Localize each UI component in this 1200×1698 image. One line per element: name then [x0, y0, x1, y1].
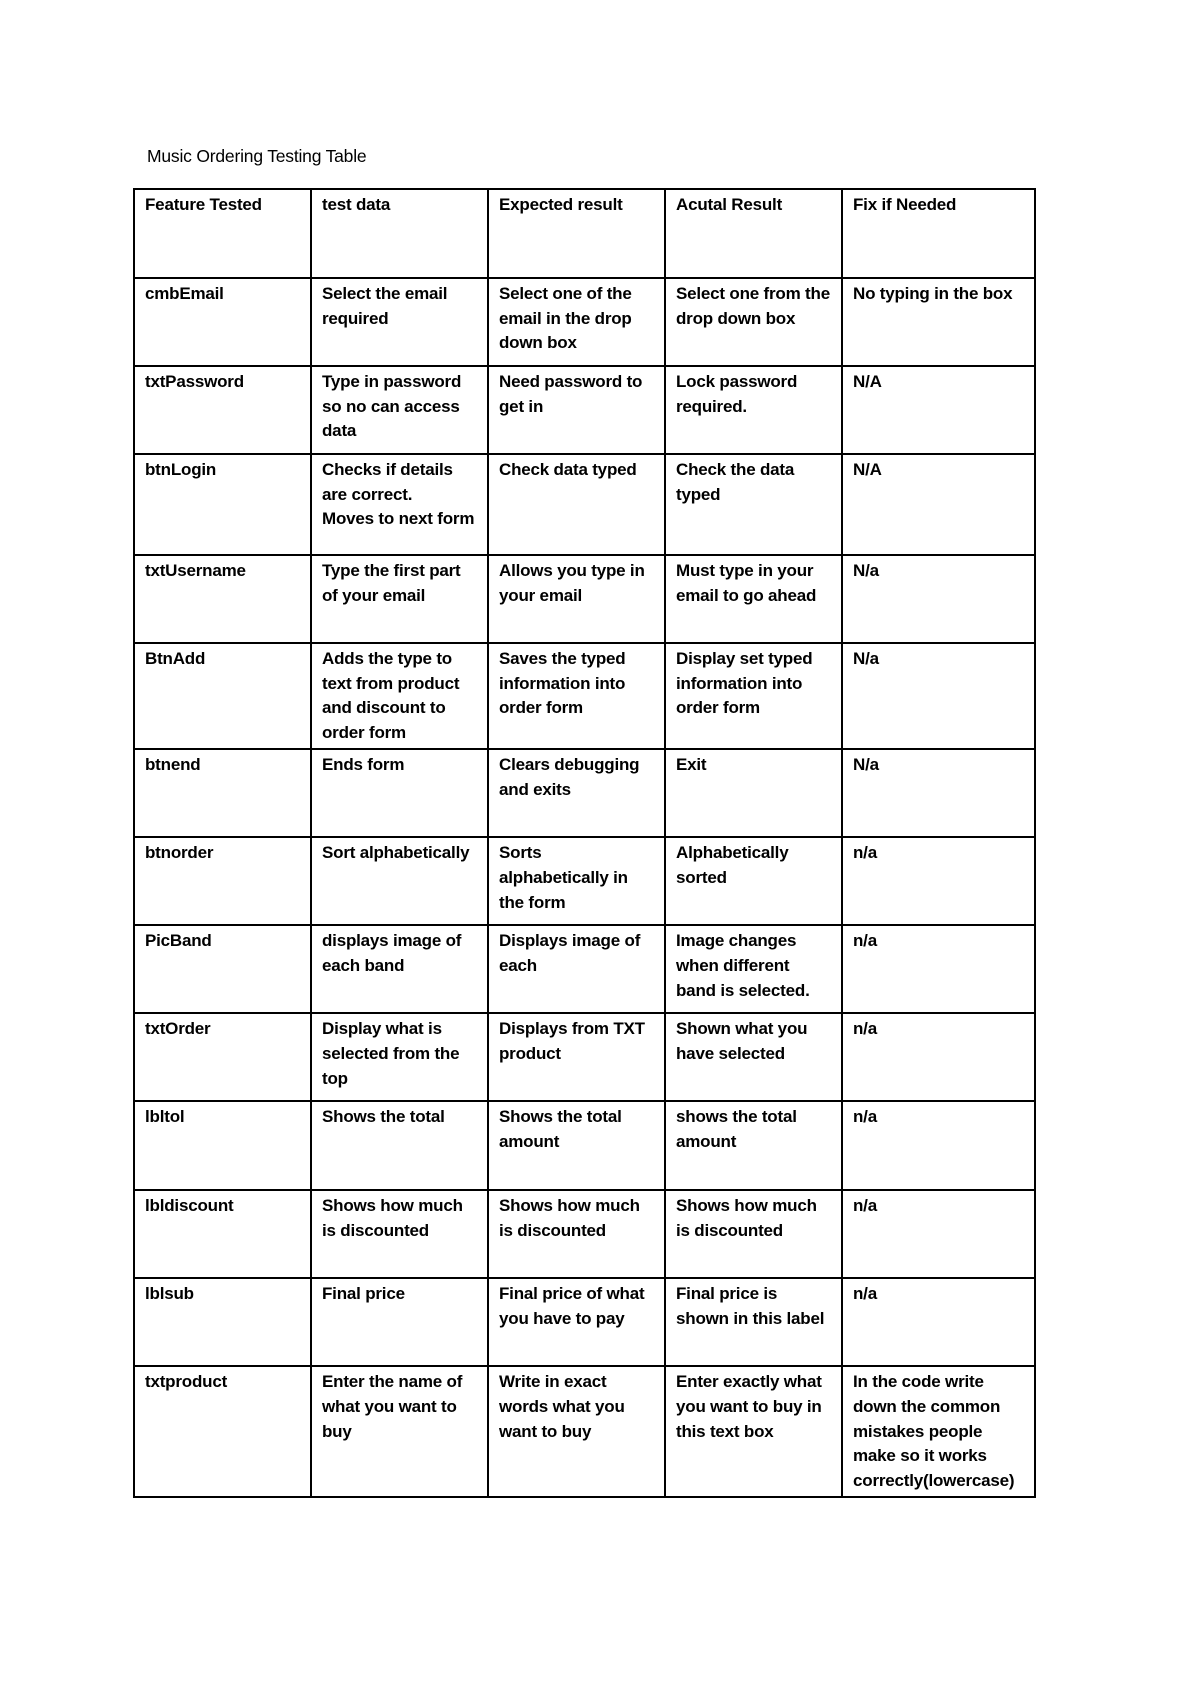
cell-text: txtOrder [145, 1019, 211, 1039]
cell-text: Display set typed information into order form [676, 649, 813, 718]
cell-text: btnend [145, 755, 201, 775]
table-cell-test-data [311, 749, 488, 837]
cell-text: N/A [853, 372, 882, 391]
cell-text: No typing in the box [853, 284, 1013, 303]
cell-text: Final price is shown in this label [676, 1284, 825, 1328]
cell-text: displays image of each band [322, 931, 462, 975]
table-row [134, 643, 1035, 749]
table-cell-expected-result [488, 1013, 665, 1101]
cell-text: Enter exactly what you want to buy in this text box [676, 1372, 822, 1441]
table-cell-actual-result [665, 454, 842, 555]
table-cell-fix-if-needed [842, 278, 1035, 366]
cell-text: Check data typed [499, 460, 637, 479]
cell-text: n/a [853, 1107, 877, 1127]
table-cell-feature-tested [134, 925, 311, 1013]
cell-text: Shows the total [322, 1107, 445, 1127]
cell-text: lbltol [145, 1107, 185, 1127]
table-cell-test-data [311, 1366, 488, 1497]
table-cell-fix-if-needed [842, 1278, 1035, 1366]
cell-text: lbldiscount [145, 1196, 234, 1216]
table-row [134, 1013, 1035, 1101]
table-cell-actual-result [665, 1366, 842, 1497]
table-cell-feature-tested [134, 1190, 311, 1278]
cell-text: Ends form [322, 755, 405, 775]
table-cell-test-data [311, 278, 488, 366]
table-cell-feature-tested [134, 1101, 311, 1190]
table-cell-actual-result [665, 555, 842, 643]
cell-text: Shown what you have selected [676, 1019, 808, 1063]
cell-text: test data [322, 195, 391, 214]
table-row [134, 1366, 1035, 1497]
table-cell-fix-if-needed [842, 189, 1035, 278]
table-cell-test-data [311, 555, 488, 643]
table-cell-fix-if-needed [842, 837, 1035, 925]
table-row [134, 749, 1035, 837]
cell-text: shows the total amount [676, 1107, 797, 1151]
table-cell-feature-tested [134, 555, 311, 643]
table-cell-expected-result [488, 189, 665, 278]
cell-text: Image changes when different band is selected. [676, 931, 810, 1000]
table-cell-test-data [311, 1013, 488, 1101]
table-cell-test-data [311, 1190, 488, 1278]
table-header-row [134, 189, 1035, 278]
cell-text: Lock password required. [676, 372, 798, 416]
table-cell-expected-result [488, 749, 665, 837]
table-cell-expected-result [488, 454, 665, 555]
cell-text: Enter the name of what you want to buy [322, 1372, 463, 1441]
table-cell-test-data [311, 1101, 488, 1190]
table-body [134, 189, 1035, 1497]
cell-text: N/a [853, 649, 879, 668]
table-row [134, 925, 1035, 1013]
table-cell-feature-tested [134, 837, 311, 925]
cell-text: Shows how much is discounted [322, 1196, 463, 1240]
table-cell-fix-if-needed [842, 1190, 1035, 1278]
cell-text: Displays image of each [499, 931, 641, 975]
table-cell-feature-tested [134, 366, 311, 454]
table-cell-actual-result [665, 925, 842, 1013]
table-cell-actual-result [665, 189, 842, 278]
table-row [134, 837, 1035, 925]
table-cell-expected-result [488, 925, 665, 1013]
cell-text: Sort alphabetically [322, 843, 470, 863]
table-cell-feature-tested [134, 1366, 311, 1497]
table-cell-actual-result [665, 1278, 842, 1366]
cell-text: Select the email required [322, 284, 448, 328]
cell-text: Shows how much is discounted [676, 1196, 817, 1240]
cell-text: Adds the type to text from product and discount to order form [322, 649, 460, 742]
cell-text: Shows how much is discounted [499, 1196, 640, 1240]
cell-text: Sorts alphabetically in the form [499, 843, 628, 912]
cell-text: txtPassword [145, 372, 244, 391]
testing-table [133, 188, 1036, 1498]
table-cell-fix-if-needed [842, 749, 1035, 837]
cell-text: Type in password so no can access data [322, 372, 462, 441]
cell-text: Exit [676, 755, 707, 775]
table-cell-feature-tested [134, 454, 311, 555]
table-cell-actual-result [665, 278, 842, 366]
cell-text: n/a [853, 1196, 877, 1216]
table-cell-feature-tested [134, 278, 311, 366]
table-cell-feature-tested [134, 189, 311, 278]
cell-text: N/A [853, 460, 882, 479]
table-cell-feature-tested [134, 643, 311, 749]
cell-text: Allows you type in your email [499, 561, 645, 605]
table-cell-expected-result [488, 278, 665, 366]
cell-text: Write in exact words what you want to buy [499, 1372, 625, 1441]
cell-text: Expected result [499, 195, 623, 214]
table-cell-test-data [311, 643, 488, 749]
cell-text: n/a [853, 843, 877, 863]
table-row [134, 366, 1035, 454]
cell-text: txtproduct [145, 1372, 228, 1392]
table-cell-feature-tested [134, 1013, 311, 1101]
cell-text: btnLogin [145, 460, 217, 479]
cell-text: lblsub [145, 1284, 194, 1304]
table-cell-expected-result [488, 643, 665, 749]
cell-text: Type the first part of your email [322, 561, 461, 605]
table-cell-fix-if-needed [842, 643, 1035, 749]
table-cell-expected-result [488, 837, 665, 925]
table-row [134, 454, 1035, 555]
cell-text: N/a [853, 561, 879, 580]
table-cell-expected-result [488, 1101, 665, 1190]
table-cell-feature-tested [134, 1278, 311, 1366]
cell-text: Shows the total amount [499, 1107, 622, 1151]
table-cell-test-data [311, 1278, 488, 1366]
cell-text: N/a [853, 755, 879, 775]
table-cell-fix-if-needed [842, 1013, 1035, 1101]
table-cell-expected-result [488, 1190, 665, 1278]
cell-text: Select one from the drop down box [676, 284, 830, 328]
cell-text: n/a [853, 931, 877, 951]
table-row [134, 1278, 1035, 1366]
table-cell-test-data [311, 925, 488, 1013]
table-cell-fix-if-needed [842, 366, 1035, 454]
cell-text: Clears debugging and exits [499, 755, 640, 799]
table-row [134, 1190, 1035, 1278]
table-cell-fix-if-needed [842, 454, 1035, 555]
cell-text: Need password to get in [499, 372, 643, 416]
cell-text: Check the data typed [676, 460, 795, 504]
table-cell-test-data [311, 189, 488, 278]
cell-text: n/a [853, 1284, 877, 1304]
table-cell-expected-result [488, 1366, 665, 1497]
table-cell-fix-if-needed [842, 1366, 1035, 1497]
cell-text: Acutal Result [676, 195, 783, 214]
cell-text: In the code write down the common mistakes people make so it works correctly(lowercase) [853, 1372, 1015, 1490]
cell-text: n/a [853, 1019, 877, 1039]
document-title: Music Ordering Testing Table [147, 146, 367, 166]
cell-text: Must type in your email to go ahead [676, 561, 817, 605]
cell-text: Displays from TXT product [499, 1019, 645, 1063]
cell-text: PicBand [145, 931, 212, 951]
cell-text: Fix if Needed [853, 195, 957, 214]
table-cell-fix-if-needed [842, 925, 1035, 1013]
table-cell-expected-result [488, 366, 665, 454]
cell-text: Saves the typed information into order form [499, 649, 626, 718]
table-cell-actual-result [665, 1101, 842, 1190]
table-cell-expected-result [488, 1278, 665, 1366]
cell-text: cmbEmail [145, 284, 224, 303]
cell-text: Alphabetically sorted [676, 843, 789, 887]
table-cell-fix-if-needed [842, 1101, 1035, 1190]
cell-text: Select one of the email in the drop down box [499, 284, 632, 353]
table-row [134, 1101, 1035, 1190]
cell-text: txtUsername [145, 561, 246, 580]
table-cell-fix-if-needed [842, 555, 1035, 643]
cell-text: Checks if details are correct. Moves to next form [322, 460, 475, 529]
table-row [134, 555, 1035, 643]
cell-text: btnorder [145, 843, 214, 863]
table-cell-test-data [311, 366, 488, 454]
table-cell-feature-tested [134, 749, 311, 837]
table-cell-expected-result [488, 555, 665, 643]
table-cell-actual-result [665, 837, 842, 925]
table-cell-actual-result [665, 749, 842, 837]
cell-text: BtnAdd [145, 649, 206, 668]
table-cell-test-data [311, 454, 488, 555]
table-cell-test-data [311, 837, 488, 925]
table-cell-actual-result [665, 1190, 842, 1278]
cell-text: Final price [322, 1284, 405, 1304]
table-cell-actual-result [665, 366, 842, 454]
table-row [134, 278, 1035, 366]
cell-text: Feature Tested [145, 195, 262, 214]
cell-text: Final price of what you have to pay [499, 1284, 645, 1328]
table-cell-actual-result [665, 643, 842, 749]
cell-text: Display what is selected from the top [322, 1019, 460, 1088]
table-cell-actual-result [665, 1013, 842, 1101]
